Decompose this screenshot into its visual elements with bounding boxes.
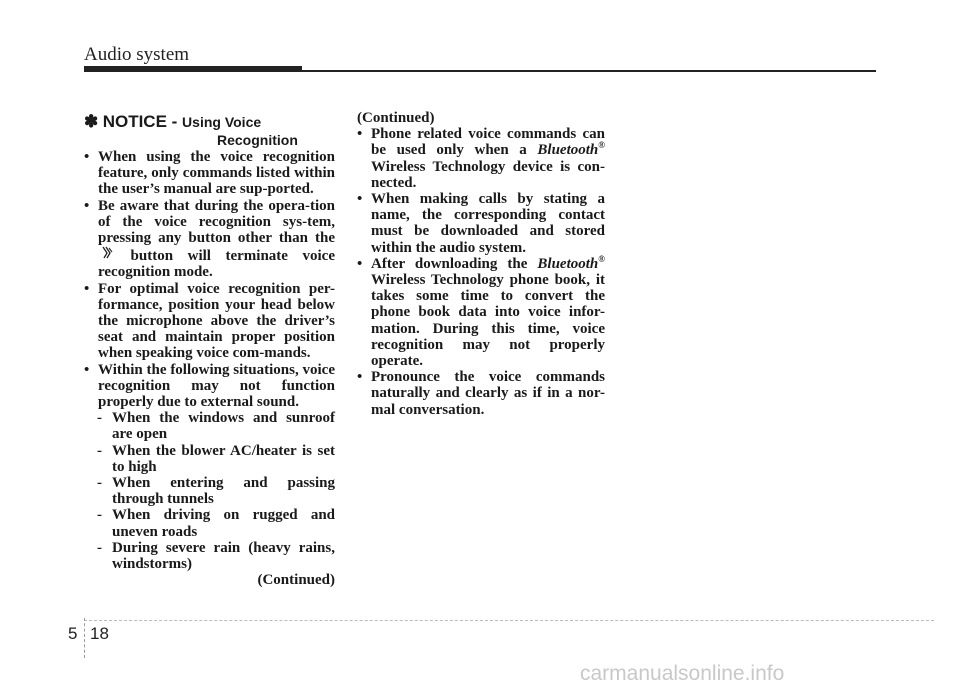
dash-text: When the blower AC/heater is set to high	[112, 442, 335, 475]
left-bullet-4: • Within the following situations, voice recognition may not function properly due to external sound.	[84, 362, 335, 411]
notice-heading	[84, 112, 344, 148]
dash-mark: -	[97, 475, 102, 492]
dash-mark: -	[97, 539, 102, 556]
right-bullet-3-pre: After downloading the	[371, 255, 528, 272]
right-bullet-3	[357, 253, 605, 370]
left-bullet-2-post: button will terminate voice recognition mode.	[98, 248, 335, 281]
right-bullet-1-post: Wireless Technology device is con-nected.	[371, 158, 605, 191]
dash-item	[84, 507, 335, 539]
dash-item	[84, 443, 335, 475]
right-bullet-1-pre: Phone related voice commands can be used only when a	[371, 126, 605, 159]
right-bullet-2: • When making calls by stating a name, the corresponding contact must be downloaded and stored within the audio system.	[357, 191, 605, 256]
dash-mark: -	[97, 507, 102, 524]
right-bullet-4: • Pronounce the voice commands naturally and clearly as if in a nor-mal conversation.	[357, 369, 605, 418]
watermark: carmanualsonline.info	[580, 662, 785, 685]
bluetooth-brand: Bluetooth	[537, 142, 599, 159]
dash-item	[84, 410, 335, 442]
dash-text: When driving on rugged and uneven roads	[112, 507, 335, 540]
page-number: 18	[90, 624, 109, 643]
notice-lead: NOTICE -	[102, 112, 183, 131]
notice-star-icon: ✽	[84, 112, 99, 131]
dash-mark: -	[97, 410, 102, 427]
chapter-number: 5	[68, 624, 78, 643]
right-bullet-1	[357, 126, 605, 191]
notice-subtitle-line2: Recognition	[217, 132, 298, 148]
left-bullet-2-pre: Be aware that during the opera-tion of the voice recognition sys-tem, pressing any button other than the	[98, 197, 335, 247]
header-rule-thick	[84, 66, 302, 72]
page-header-title: Audio system	[84, 44, 190, 65]
dash-text: During severe rain (heavy rains, windstorms)	[112, 539, 335, 573]
left-bullet-1: • When using the voice recognition feature, only commands listed within the user’s manual are sup-ported.	[84, 149, 335, 198]
dash-item	[84, 540, 335, 572]
notice-subtitle-line1: Using Voice	[182, 114, 262, 130]
right-bullet-3-post: Wireless Technology phone book, it takes some time to convert the phone book data into voice infor-mation. During this time, voice recognition may not properly operate.	[371, 272, 605, 370]
dash-item	[84, 475, 335, 507]
footer-rule	[84, 620, 934, 621]
left-continued: (Continued)	[257, 572, 335, 589]
mic-button-icon	[98, 246, 116, 264]
left-bullet-3: • For optimal voice recognition per-formance, position your head below the microphone above the driver’s seat and maintain proper position when speaking voice com-mands.	[84, 281, 335, 362]
registered-mark: ®	[598, 253, 605, 264]
header-rule-thin	[302, 70, 876, 72]
dash-text: When entering and passing through tunnels	[112, 475, 335, 508]
registered-mark: ®	[598, 140, 605, 151]
footer-separator	[84, 618, 86, 658]
right-column	[357, 110, 605, 418]
right-continued: (Continued)	[357, 110, 435, 126]
dash-text: When the windows and sunroof are open	[112, 410, 335, 443]
left-bullet-2	[84, 198, 335, 281]
dash-mark: -	[97, 442, 102, 459]
bluetooth-brand: Bluetooth	[537, 255, 599, 272]
left-column	[84, 149, 335, 588]
